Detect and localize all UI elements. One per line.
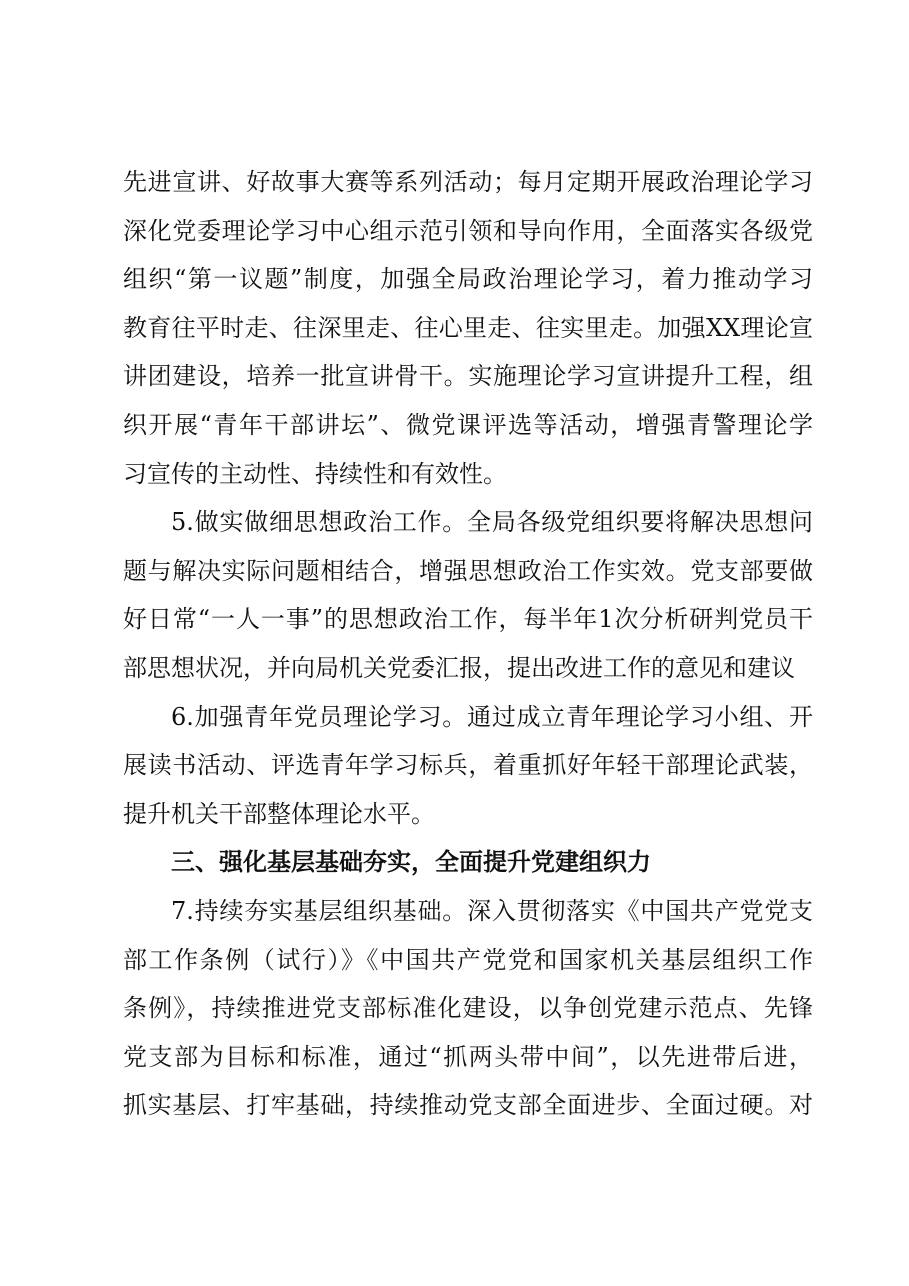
- body-line: 深化党委理论学习中心组示范引领和导向作用，全面落实各级党: [123, 216, 813, 245]
- body-line: 讲团建设，培养一批宣讲骨干。实施理论学习宣讲提升工程，组: [123, 362, 813, 391]
- document-body: [123, 158, 813, 1130]
- body-line: 组织“第一议题”制度，加强全局政治理论学习，着力推动学习: [123, 265, 813, 294]
- paragraph-7-start: 7.持续夯实基层组织基础。深入贯彻落实《中国共产党党支: [171, 896, 813, 925]
- paragraph-6-start: 6.加强青年党员理论学习。通过成立青年理论学习小组、开: [171, 702, 813, 731]
- paragraph-5-start: 5.做实做细思想政治工作。全局各级党组织要将解决思想问: [171, 508, 813, 537]
- body-line: 条例》，持续推进党支部标准化建设，以争创党建示范点、先锋: [123, 994, 813, 1023]
- body-line: 教育往平时走、往深里走、往心里走、往实里走。加强XX理论宣: [123, 313, 813, 342]
- body-line: 习宣传的主动性、持续性和有效性。: [123, 459, 507, 488]
- section-heading: 三、强化基层基础夯实，全面提升党建组织力: [171, 848, 651, 877]
- body-line: 好日常“一人一事”的思想政治工作，每半年1次分析研判党员干: [123, 605, 813, 634]
- body-line: 题与解决实际问题相结合，增强思想政治工作实效。党支部要做: [123, 556, 813, 585]
- body-line: 部工作条例（试行）》《中国共产党党和国家机关基层组织工作: [123, 945, 813, 974]
- body-line: 抓实基层、打牢基础，持续推动党支部全面进步、全面过硬。对: [123, 1091, 813, 1120]
- body-line: 织开展“青年干部讲坛”、微党课评选等活动，增强青警理论学: [123, 410, 813, 439]
- body-line: 提升机关干部整体理论水平。: [123, 799, 435, 828]
- body-line: 部思想状况，并向局机关党委汇报，提出改进工作的意见和建议: [123, 653, 795, 682]
- body-line: 展读书活动、评选青年学习标兵，着重抓好年轻干部理论武装，: [123, 751, 813, 780]
- body-line: 先进宣讲、好故事大赛等系列活动；每月定期开展政治理论学习: [123, 168, 813, 196]
- body-line: 党支部为目标和标准，通过“抓两头带中间”，以先进带后进，: [123, 1042, 813, 1071]
